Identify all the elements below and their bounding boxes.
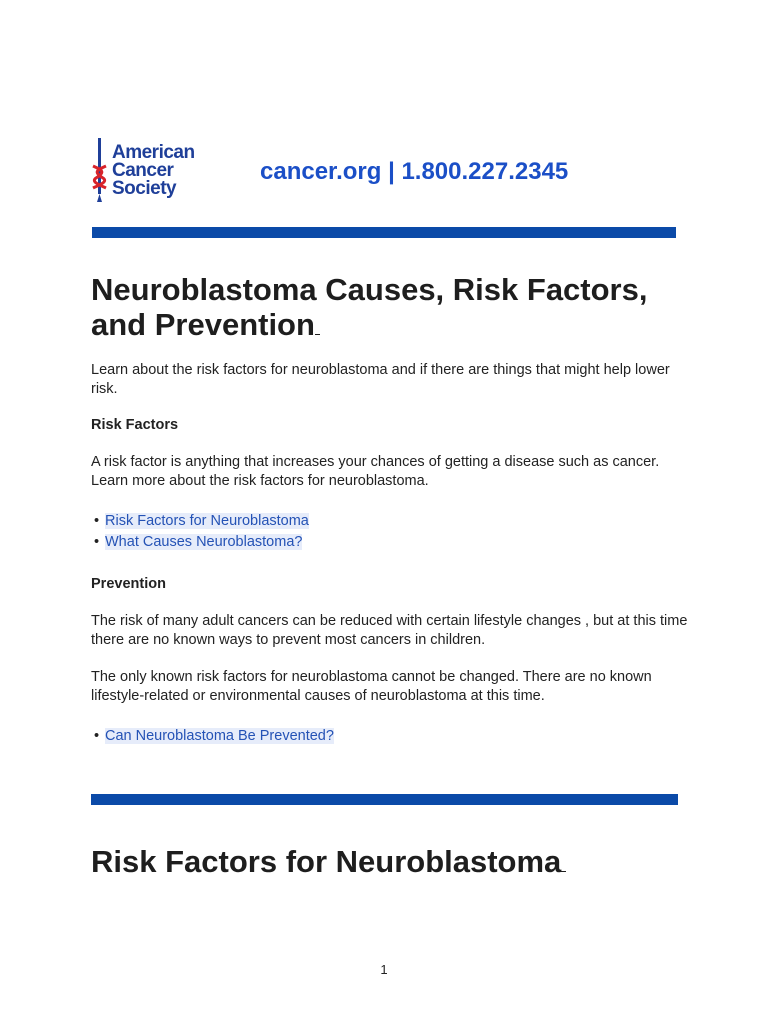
page-number: 1 — [380, 962, 388, 977]
risk-factors-paragraph: A risk factor is anything that increases your chances of getting a disease such as cancer. Learn more about the risk factors for neuroblastoma. — [91, 454, 660, 489]
article-content — [91, 272, 691, 747]
intro-paragraph: Learn about the risk factors for neuroblastoma and if there are things that might help lower risk. — [91, 362, 670, 397]
section-anchor-link[interactable] — [561, 845, 566, 872]
prevention-paragraph-1: The risk of many adult cancers can be reduced with certain lifestyle changes , but at this time there are no known ways to prevent most cancers in children. — [91, 613, 688, 648]
title-anchor-link[interactable] — [315, 308, 320, 335]
logo-line-3: Society — [112, 178, 177, 199]
acs-logo[interactable] — [90, 138, 215, 206]
link-can-be-prevented[interactable]: Can Neuroblastoma Be Prevented? — [105, 728, 334, 744]
prevention-heading: Prevention — [91, 576, 166, 592]
section-title-text: Risk Factors for Neuroblastoma — [91, 844, 562, 879]
link-what-causes[interactable]: What Causes Neuroblastoma? — [105, 534, 303, 550]
logo-wordmark — [112, 144, 195, 198]
list-item — [91, 511, 691, 532]
sword-caduceus-icon — [90, 138, 110, 202]
risk-links-list — [91, 511, 691, 553]
list-item — [91, 726, 691, 747]
list-item — [91, 532, 691, 553]
page-title — [91, 272, 691, 342]
site-contact-tagline[interactable]: cancer.org | 1.800.227.2345 — [260, 158, 569, 185]
header — [90, 138, 690, 208]
prevention-links-list — [91, 726, 691, 747]
prevention-paragraph-2: The only known risk factors for neuroblastoma cannot be changed. There are no known lifestyle-related or environmental causes of neuroblastoma at this time. — [91, 669, 652, 704]
risk-factors-heading: Risk Factors — [91, 417, 179, 433]
link-risk-factors[interactable]: Risk Factors for Neuroblastoma — [105, 513, 309, 529]
header-divider — [92, 227, 676, 238]
logo-line-1: American — [112, 142, 195, 163]
section-title — [91, 844, 691, 879]
page-title-text: Neuroblastoma Causes, Risk Factors, and Prevention — [91, 272, 648, 342]
section-divider — [91, 794, 678, 805]
logo-line-2: Cancer — [112, 160, 174, 181]
section-risk-factors — [91, 844, 691, 879]
